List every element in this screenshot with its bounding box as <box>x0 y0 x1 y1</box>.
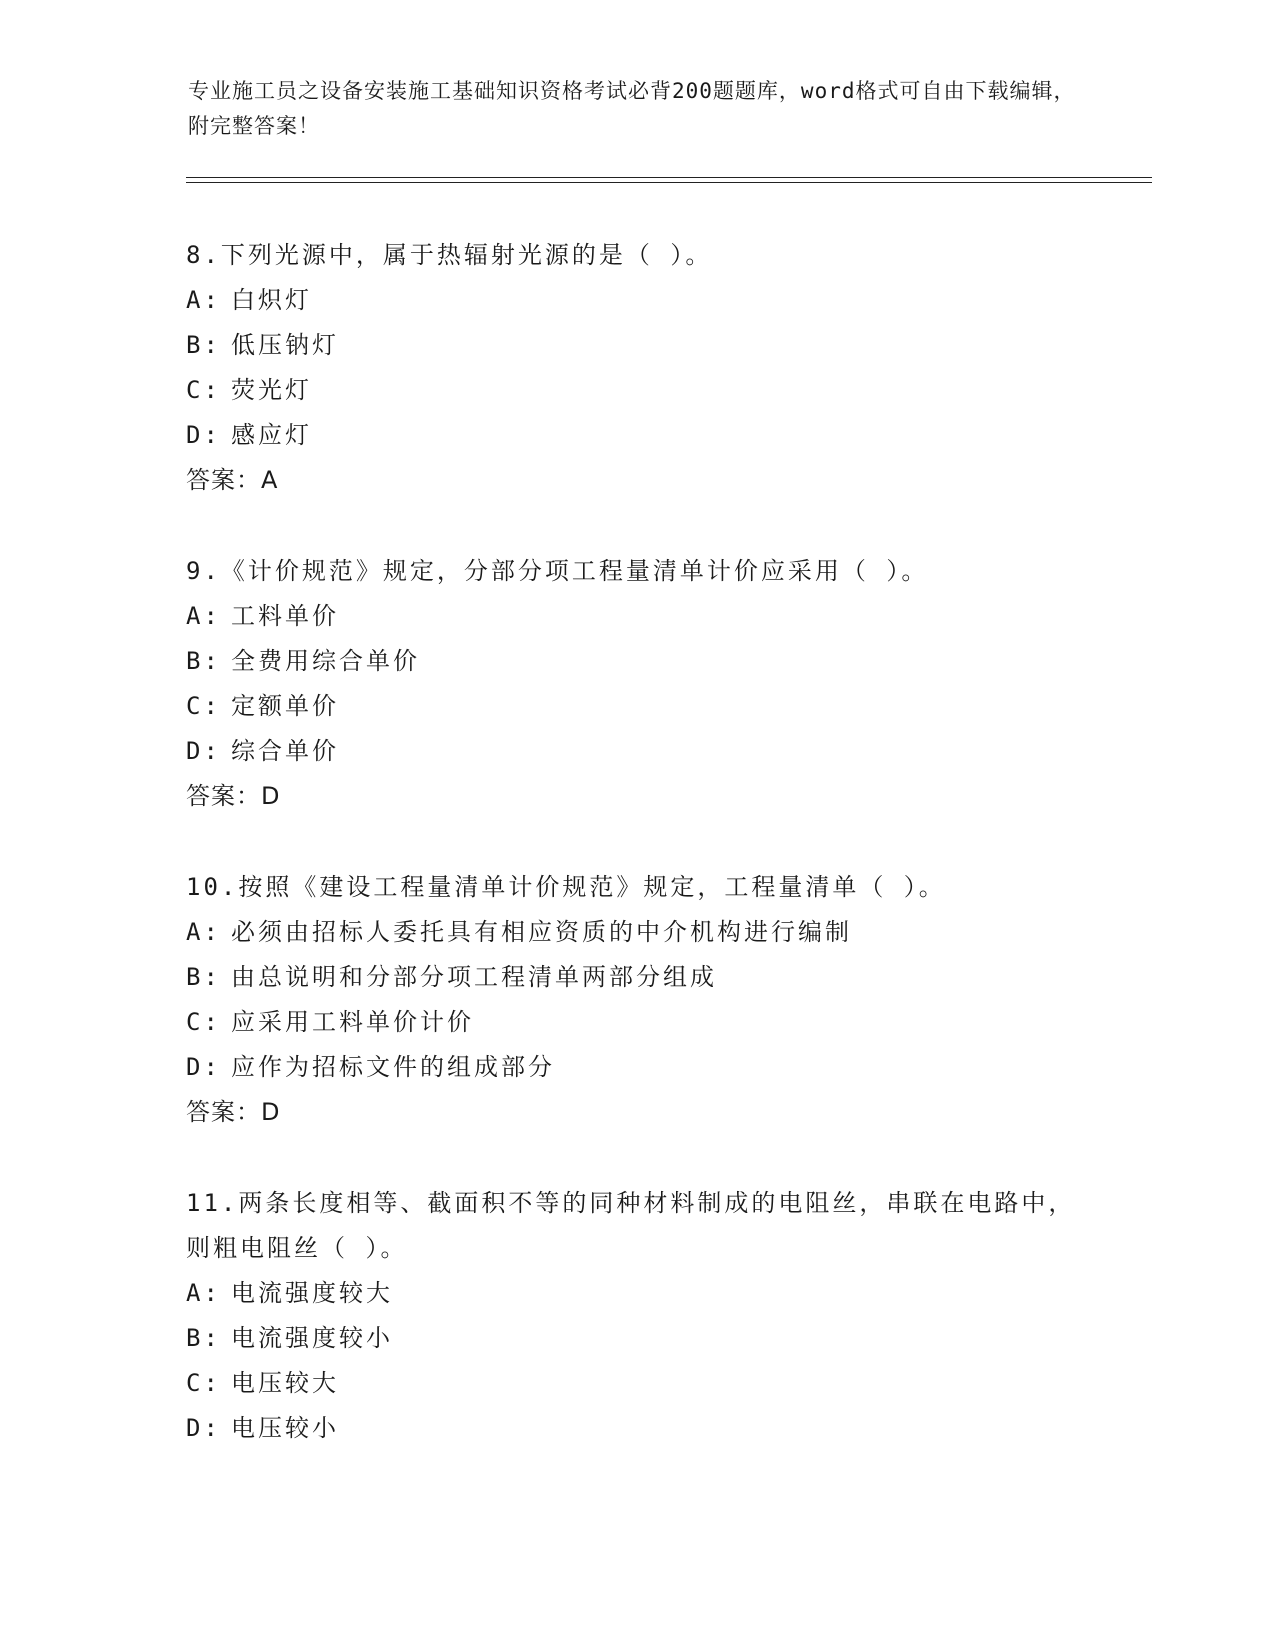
option-d <box>186 729 1086 774</box>
answer-line: 答案：A <box>186 466 279 494</box>
option-a <box>186 594 1086 639</box>
option-c <box>186 368 1086 413</box>
question-9 <box>186 549 1086 819</box>
option-text: 白炽灯 <box>231 286 312 314</box>
option-key: C: <box>186 1008 221 1036</box>
option-text: 综合单价 <box>231 737 339 765</box>
question-list <box>186 233 1086 1497</box>
question-text: 10.按照《建设工程量清单计价规范》规定，工程量清单（ ）。 <box>186 873 946 901</box>
document-header: 专业施工员之设备安装施工基础知识资格考试必背200题题库，word格式可自由下载编辑，附完整答案！ <box>188 79 1076 138</box>
option-text: 工料单价 <box>231 602 339 630</box>
option-b <box>186 955 1086 1000</box>
option-a <box>186 1271 1086 1316</box>
option-d <box>186 1406 1086 1451</box>
option-key: B: <box>186 647 221 675</box>
option-text: 电流强度较大 <box>231 1279 393 1307</box>
option-text: 电压较小 <box>231 1414 339 1442</box>
option-key: A: <box>186 918 221 946</box>
option-key: A: <box>186 1279 221 1307</box>
option-d <box>186 413 1086 458</box>
option-c <box>186 1000 1086 1045</box>
header-double-rule <box>186 177 1152 183</box>
option-b <box>186 323 1086 368</box>
option-text: 定额单价 <box>231 692 339 720</box>
question-text: 8.下列光源中，属于热辐射光源的是（ ）。 <box>186 241 713 269</box>
option-key: D: <box>186 1053 221 1081</box>
option-c <box>186 1361 1086 1406</box>
option-key: A: <box>186 286 221 314</box>
option-key: C: <box>186 692 221 720</box>
question-text: 9.《计价规范》规定，分部分项工程量清单计价应采用（ ）。 <box>186 557 929 585</box>
option-b <box>186 639 1086 684</box>
question-11 <box>186 1181 1086 1451</box>
option-text: 应采用工料单价计价 <box>231 1008 474 1036</box>
option-text: 应作为招标文件的组成部分 <box>231 1053 555 1081</box>
option-key: B: <box>186 1324 221 1352</box>
option-key: A: <box>186 602 221 630</box>
option-text: 荧光灯 <box>231 376 312 404</box>
option-text: 必须由招标人委托具有相应资质的中介机构进行编制 <box>231 918 852 946</box>
question-text: 11.两条长度相等、截面积不等的同种材料制成的电阻丝，串联在电路中，则粗电阻丝（ ）。 <box>186 1189 1076 1262</box>
option-key: D: <box>186 421 221 449</box>
option-a <box>186 278 1086 323</box>
option-b <box>186 1316 1086 1361</box>
option-c <box>186 684 1086 729</box>
option-text: 全费用综合单价 <box>231 647 420 675</box>
question-8 <box>186 233 1086 503</box>
option-key: C: <box>186 376 221 404</box>
option-text: 电流强度较小 <box>231 1324 393 1352</box>
option-text: 低压钠灯 <box>231 331 339 359</box>
answer-line: 答案：D <box>186 782 281 810</box>
option-a <box>186 910 1086 955</box>
option-text: 由总说明和分部分项工程清单两部分组成 <box>231 963 717 991</box>
option-d <box>186 1045 1086 1090</box>
option-key: B: <box>186 331 221 359</box>
option-key: D: <box>186 737 221 765</box>
option-key: D: <box>186 1414 221 1442</box>
option-key: C: <box>186 1369 221 1397</box>
option-text: 电压较大 <box>231 1369 339 1397</box>
answer-line: 答案：D <box>186 1098 281 1126</box>
option-text: 感应灯 <box>231 421 312 449</box>
question-10 <box>186 865 1086 1135</box>
option-key: B: <box>186 963 221 991</box>
